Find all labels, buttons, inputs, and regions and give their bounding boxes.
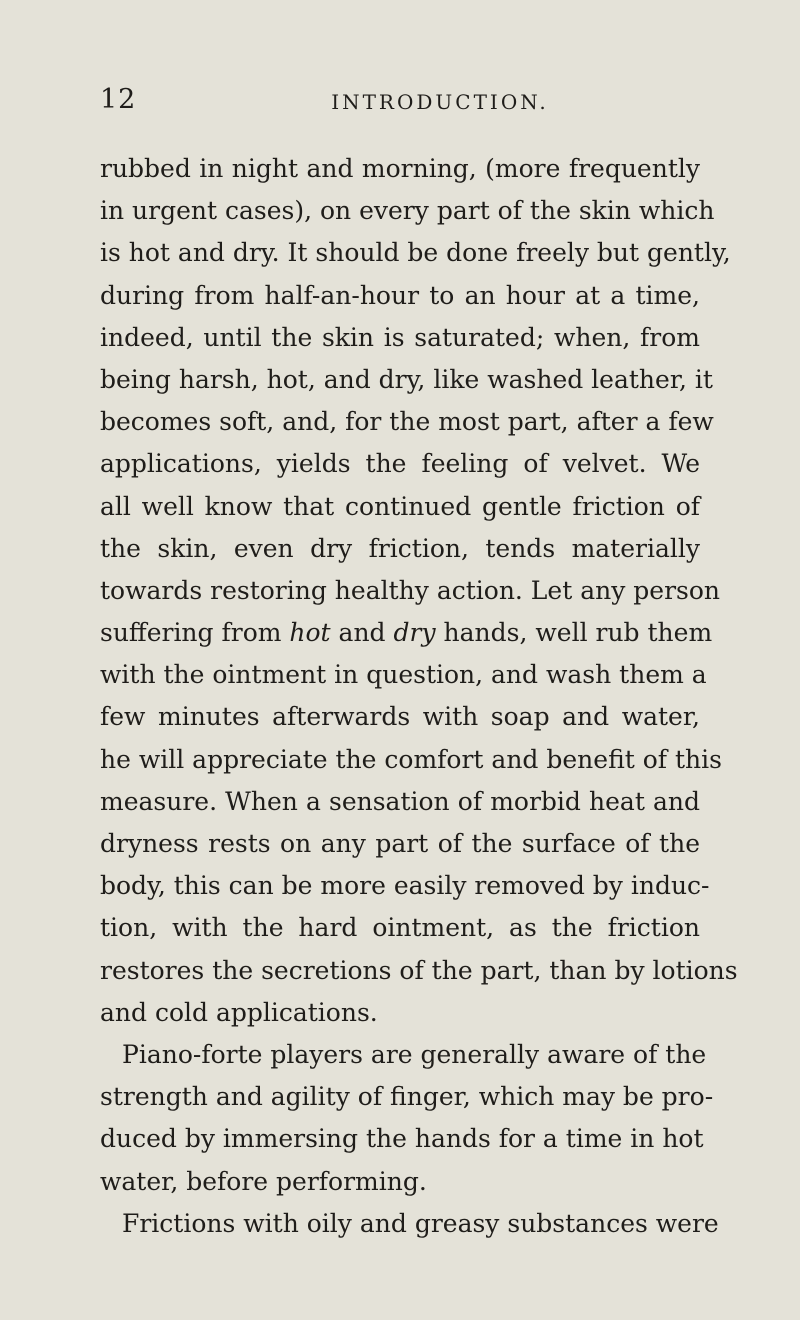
text-line: becomes soft, and, for the most part, after a few	[100, 407, 714, 437]
text-line: restores the secretions of the part, than by lotions	[100, 955, 738, 985]
text-line: is hot and dry. It should be done freely but gently,	[100, 238, 731, 268]
text-line: in urgent cases), on every part of the skin which	[100, 196, 715, 226]
text-line: applications, yields the feeling of velvet. We	[100, 449, 700, 479]
paragraph-start-line: Piano-forte players are generally aware of the	[122, 1039, 707, 1069]
paragraph-end-line: and cold applications.	[100, 997, 378, 1027]
text-line: measure. When a sensation of morbid heat and	[100, 786, 700, 816]
text-line	[100, 612, 713, 654]
text-segment: and	[330, 618, 394, 648]
paragraph-start-line: Frictions with oily and greasy substances were	[122, 1208, 719, 1238]
text-line: dryness rests on any part of the surface of the	[100, 829, 700, 858]
text-line: indeed, until the skin is saturated; when, from	[100, 322, 700, 352]
text-line: he will appreciate the comfort and benefit of this	[100, 744, 722, 774]
text-line: during from half-an-hour to an hour at a time,	[100, 280, 700, 310]
text-line: rubbed in night and morning, (more frequently	[100, 154, 700, 183]
text-line: body, this can be more easily removed by induc-	[100, 871, 710, 901]
text-line: towards restoring healthy action. Let any person	[100, 575, 721, 605]
text-line: duced by immersing the hands for a time in hot	[100, 1124, 704, 1154]
body-text	[100, 148, 738, 1245]
text-line: few minutes afterwards with soap and water,	[100, 702, 700, 732]
italic-word: hot	[289, 618, 331, 648]
text-line: tion, with the hard ointment, as the friction	[100, 913, 700, 943]
text-segment: hands, well rub them	[435, 618, 713, 648]
paragraph-end-line: water, before performing.	[100, 1166, 427, 1196]
text-line: with the ointment in question, and wash them a	[100, 660, 707, 690]
text-segment: suffering from	[100, 618, 290, 648]
text-line: the skin, even dry friction, tends materially	[100, 533, 700, 563]
text-line: being harsh, hot, and dry, like washed leather, it	[100, 364, 713, 394]
page-number: 12	[100, 84, 137, 115]
italic-word: dry	[393, 618, 436, 648]
text-line: all well know that continued gentle friction of	[100, 491, 700, 521]
running-head: INTRODUCTION.	[331, 90, 549, 114]
text-line: strength and agility of finger, which may be pro-	[100, 1082, 714, 1112]
page-header	[100, 84, 750, 124]
